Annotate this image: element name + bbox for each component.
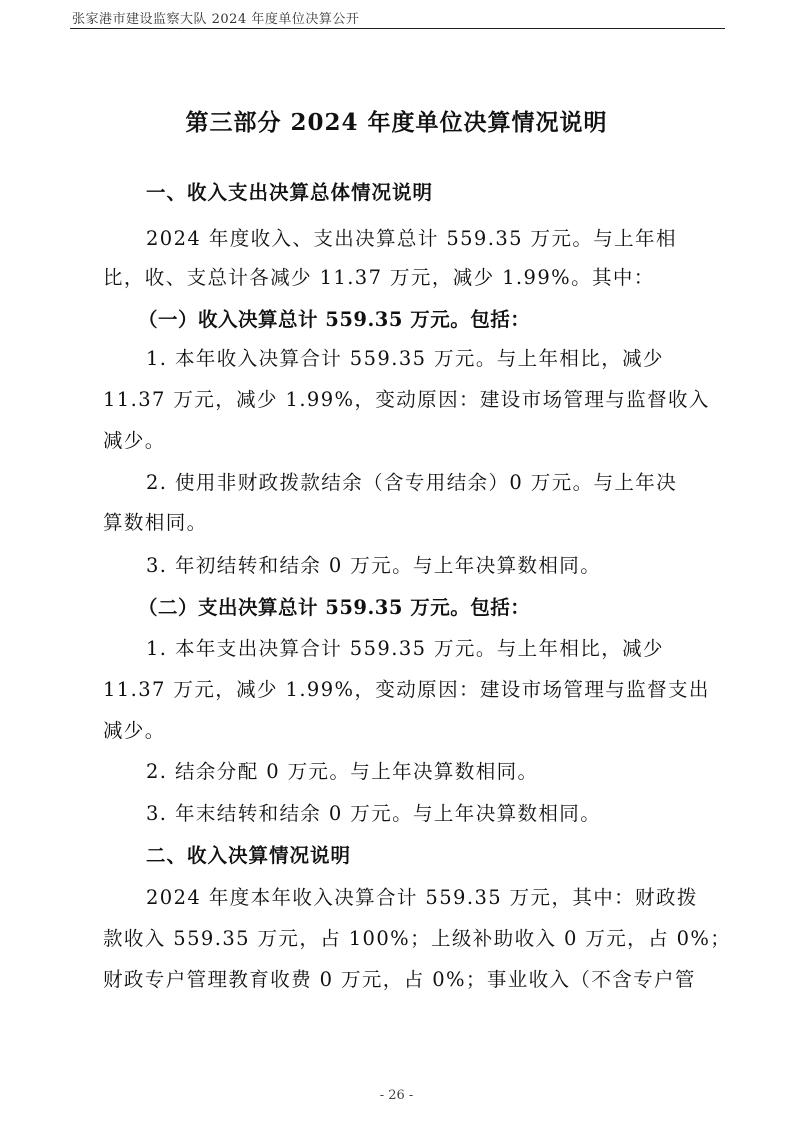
paragraph-line: 11.37 万元，减少 1.99%，变动原因：建设市场管理与监督收入 — [103, 388, 710, 411]
paragraph-line: 1. 本年支出决算合计 559.35 万元。与上年相比，减少 — [146, 637, 664, 660]
subsection-heading-income: （一）收入决算总计 559.35 万元。包括： — [138, 308, 531, 331]
page-title: 第三部分 2024 年度单位决算情况说明 — [185, 109, 608, 136]
paragraph-line: 算数相同。 — [103, 511, 208, 534]
paragraph-line: 比，收、支总计各减少 11.37 万元，减少 1.99%。其中： — [103, 266, 655, 289]
paragraph-line: 1. 本年收入决算合计 559.35 万元。与上年相比，减少 — [146, 347, 664, 370]
paragraph-line: 2. 结余分配 0 万元。与上年决算数相同。 — [146, 760, 539, 783]
section-heading-1: 一、收入支出决算总体情况说明 — [146, 181, 434, 204]
paragraph-line: 3. 年末结转和结余 0 万元。与上年决算数相同。 — [146, 802, 602, 825]
paragraph-line: 2024 年度收入、支出决算总计 559.35 万元。与上年相 — [146, 227, 677, 250]
subsection-heading-expenditure: （二）支出决算总计 559.35 万元。包括： — [138, 596, 531, 619]
paragraph-line: 款收入 559.35 万元，占 100%；上级补助收入 0 万元，占 0%； — [103, 927, 732, 950]
running-header: 张家港市建设监察大队 2024 年度单位决算公开 — [72, 12, 360, 27]
section-heading-2: 二、收入决算情况说明 — [146, 844, 352, 867]
header-divider — [70, 28, 725, 29]
paragraph-line: 减少。 — [103, 429, 166, 452]
paragraph-line: 3. 年初结转和结余 0 万元。与上年决算数相同。 — [146, 554, 602, 577]
paragraph-line: 2. 使用非财政拨款结余（含专用结余）0 万元。与上年决 — [146, 471, 678, 494]
page-number: - 26 - — [379, 1088, 414, 1103]
paragraph-line: 减少。 — [103, 719, 166, 742]
paragraph-line: 2024 年度本年收入决算合计 559.35 万元，其中：财政拨 — [146, 886, 698, 909]
paragraph-line: 11.37 万元，减少 1.99%，变动原因：建设市场管理与监督支出 — [103, 678, 710, 701]
paragraph-line: 财政专户管理教育收费 0 万元，占 0%；事业收入（不含专户管 — [103, 968, 696, 991]
